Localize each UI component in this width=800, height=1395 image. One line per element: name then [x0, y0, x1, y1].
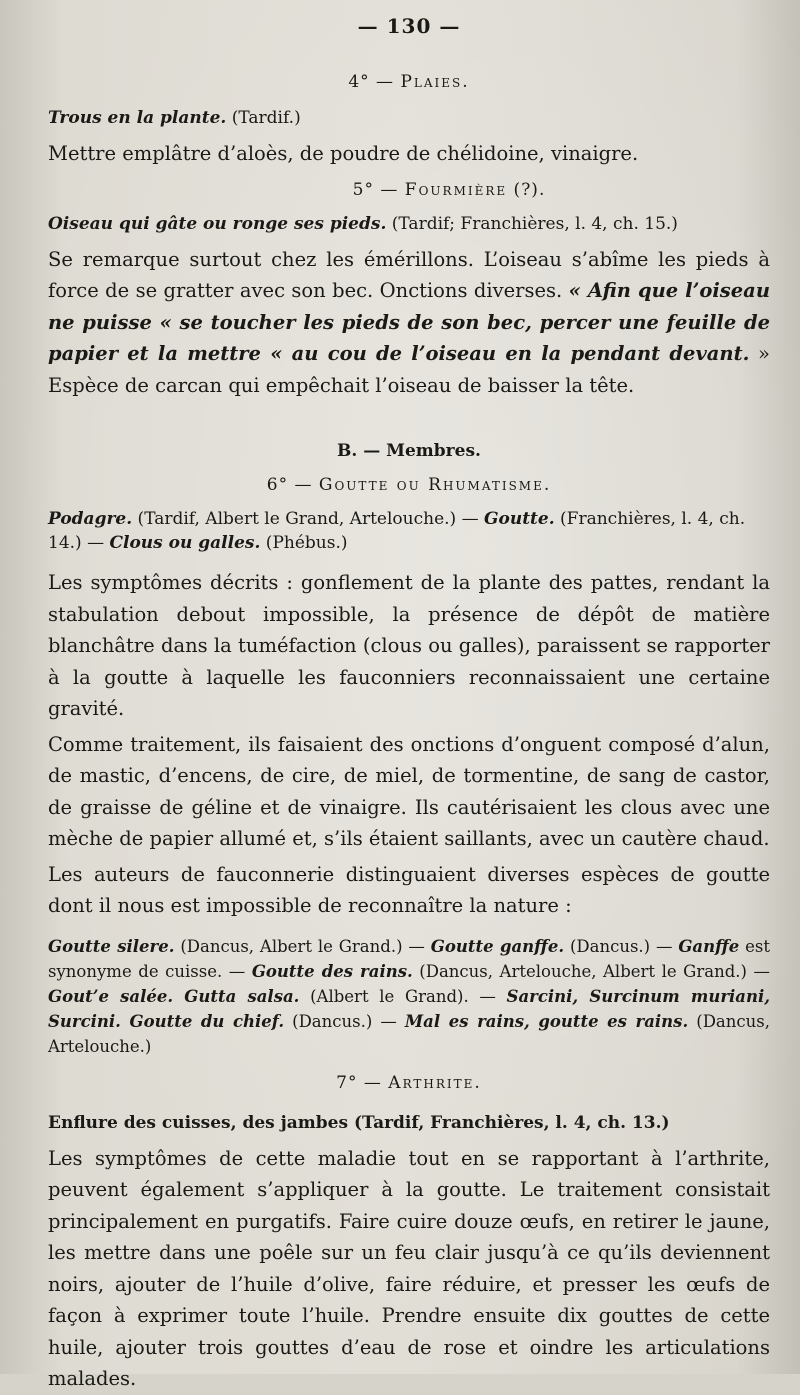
synonym: Enflure des cuisses, des jambes: [48, 1112, 349, 1133]
heading-title: Fourmière: [404, 179, 508, 200]
heading-number: 6° —: [266, 475, 319, 495]
quoted-italic: « Afin que l’oiseau ne puisse « se toucher les pieds de son bec, percer une feuille de papier et la mettre « au cou de l’oiseau en la pendant devant.: [48, 279, 770, 365]
ref: (Dancus, Artelouche, Albert le Grand.) —: [412, 961, 770, 981]
term: Goutte des rains.: [251, 961, 413, 981]
term: Goutte silere.: [48, 936, 175, 956]
term: Goutte ganffe.: [430, 936, 565, 956]
synonym-ref: (Tardif, Albert le Grand, Artelouche.) —: [132, 509, 484, 529]
synonym-line: [48, 1109, 770, 1137]
small-print-paragraph: [48, 934, 770, 1059]
page-number: — 130 —: [357, 14, 461, 38]
text-part: » Espèce de carcan qui empêchait l’oiseau de baisser la tête.: [48, 342, 770, 397]
ref: (Dancus.) —: [284, 1011, 405, 1031]
synonym-italic: Trous en la plante.: [48, 108, 227, 128]
heading-title: Arthrite.: [388, 1072, 482, 1093]
heading-number: 7° —: [336, 1072, 389, 1093]
synonym-line: [48, 210, 770, 238]
synonym-ref: (Tardif; Franchières, l. 4, ch. 15.): [386, 213, 678, 234]
synonym-line: [48, 507, 770, 555]
synonym-italic: Podagre.: [48, 509, 133, 529]
ref: (Dancus, Albert le Grand.) —: [174, 936, 431, 956]
section-heading-fourmiere: [48, 180, 770, 200]
paragraph: Les symptômes décrits : gonflement de la plante des pattes, rendant la stabulation debout impossible, la présence de dépôt de matière blanchâtre dans la tuméfaction (clous ou galles), paraissent se rapporter à la goutte à laquelle les fauconniers reconnaissaient une certaine gravité.: [48, 571, 770, 720]
term: Gout’e salée. Gutta salsa.: [48, 986, 300, 1006]
section-heading-goutte: [48, 475, 770, 495]
paragraph: Les auteurs de fauconnerie distinguaient diverses espèces de goutte dont il nous est impossible de reconnaître la nature :: [48, 862, 770, 917]
paragraph: Les symptômes de cette maladie tout en se rapportant à l’arthrite, peuvent également s’appliquer à la goutte. Le traitement consistait principalement en purgatifs. Faire cuire douze œufs, en retirer le jaune, les mettre dans une poêle sur un feu clair jusqu’à ce qu’ils deviennent noirs, ajouter de l’huile d’olive, faire réduire, et presser les œufs de façon à exprimer toute l’huile. Prendre ensuite dix gouttes de cette huile, ajouter trois gouttes d’eau de rose et oindre les articulations malades.: [48, 1146, 770, 1390]
text-part: Se remarque surtout chez les émérillons. L’oiseau s’abîme les pieds à force de se gratter avec son bec. Onctions diverses.: [48, 247, 770, 302]
heading-question: (?).: [507, 179, 546, 200]
term: Ganffe: [678, 936, 740, 956]
ref: est synonyme de cuisse. —: [48, 936, 770, 981]
synonym-italic: Goutte.: [483, 509, 555, 529]
section-heading-plaies: [48, 72, 770, 92]
synonym-ref: (Tardif, Franchières, l. 4, ch. 13.): [348, 1112, 670, 1133]
ref: (Dancus.) —: [564, 936, 679, 956]
synonym-ref: (Franchières, l. 4, ch. 14.) —: [48, 509, 746, 553]
heading-number: 4° —: [348, 72, 401, 92]
paragraph: Mettre emplâtre d’aloès, de poudre de chélidoine, vinaigre.: [48, 142, 639, 165]
heading-number: 5° —: [352, 179, 405, 200]
synonym-ref: (Tardif.): [226, 108, 301, 128]
paragraph: Comme traitement, ils faisaient des onctions d’onguent composé d’alun, de mastic, d’encens, de cire, de miel, de tormentine, de sang de castor, de graisse de géline et de vinaigre. Ils cautérisaient les clous avec une mèche de papier allumé et, s’ils étaient saillants, avec un cautère chaud.: [48, 732, 770, 850]
ref: (Albert le Grand). —: [299, 986, 507, 1006]
synonym-italic: Clous ou galles.: [109, 533, 261, 553]
ref: (Dancus, Artelouche.): [48, 1011, 770, 1056]
part-heading-membres: B. — Membres.: [337, 441, 481, 461]
synonym-line: [48, 104, 770, 132]
heading-title: Plaies.: [400, 72, 470, 92]
section-heading-arthrite: [48, 1073, 770, 1093]
heading-title: Goutte ou Rhumatisme.: [318, 475, 552, 495]
term: Sarcini, Surcinum muriani, Surcini. Goutte du chief.: [48, 986, 770, 1031]
synonym-ref: (Phébus.): [260, 533, 348, 553]
synonym-italic: Oiseau qui gâte ou ronge ses pieds.: [48, 213, 387, 234]
paragraph: [48, 244, 770, 402]
term: Mal es rains, goutte es rains.: [404, 1011, 689, 1031]
